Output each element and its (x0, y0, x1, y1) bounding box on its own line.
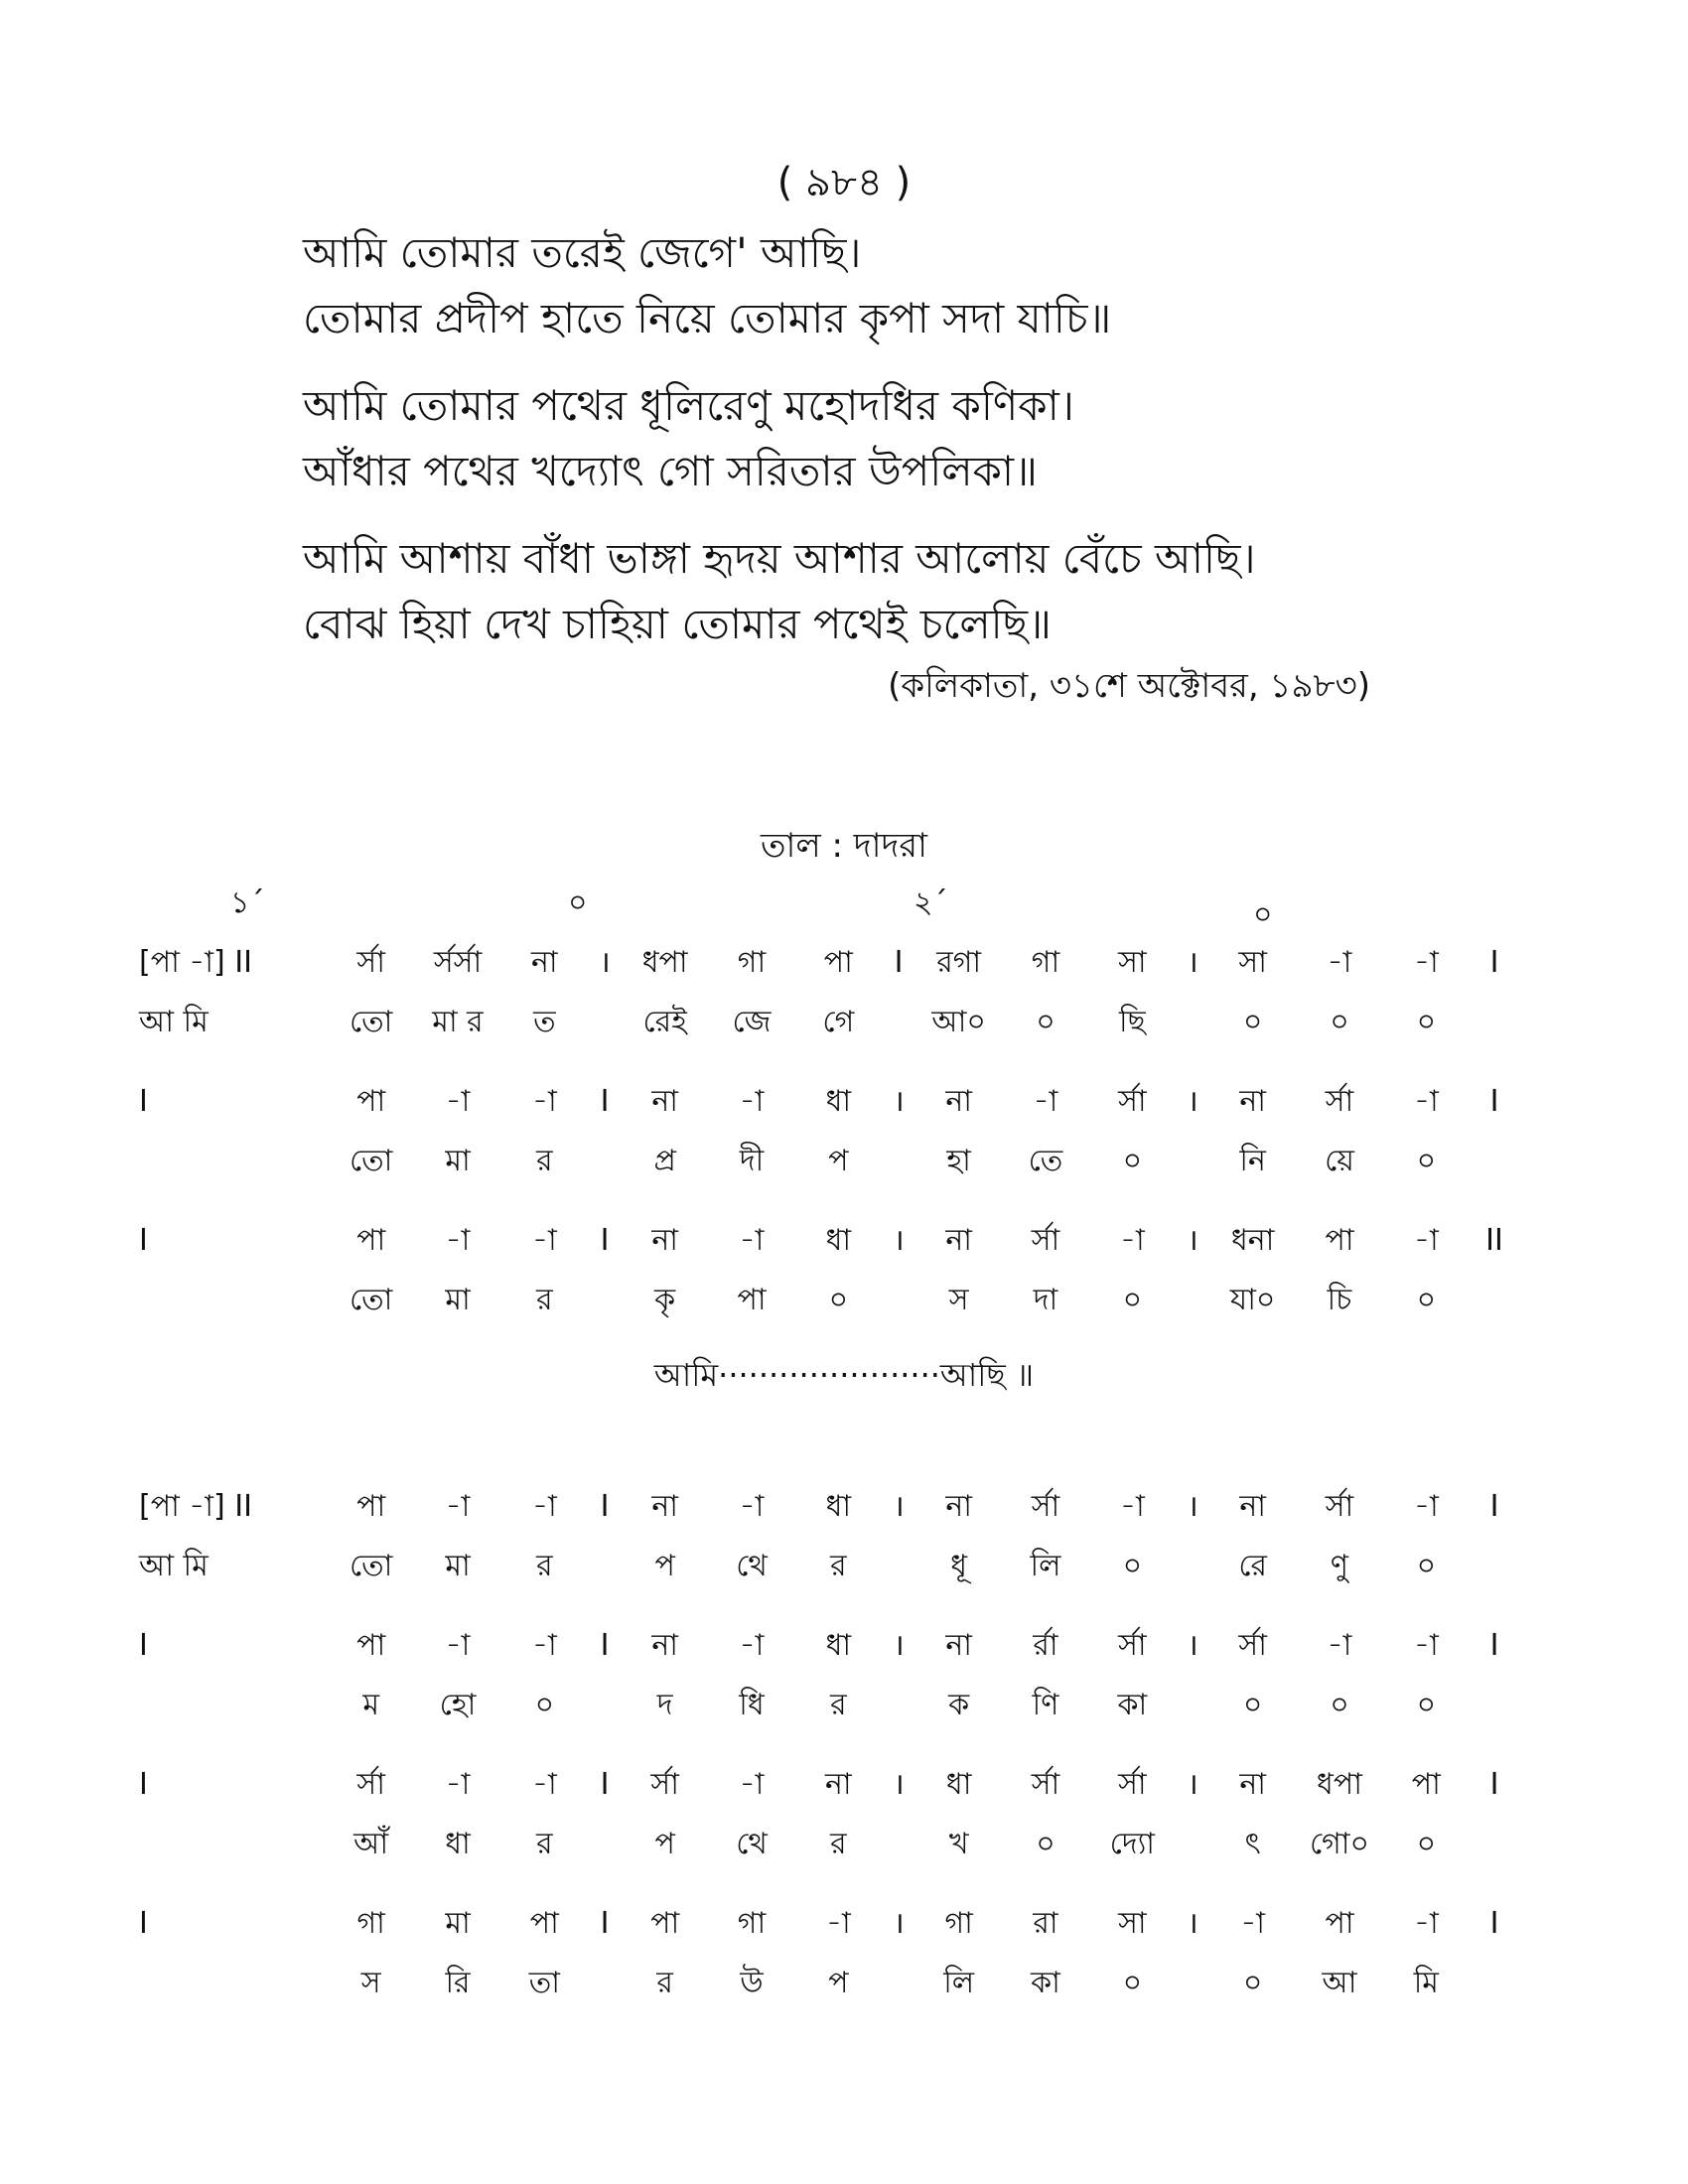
page-number: ( ৯৮৪ ) (776, 160, 912, 205)
syllable: ণি (1032, 1688, 1059, 1722)
swara-note: -া (531, 1767, 557, 1802)
swara-note: -া (1327, 945, 1352, 980)
syllable-row (139, 993, 1519, 1052)
syllable: আ মি (139, 1549, 209, 1583)
spacer (1470, 1271, 1519, 1330)
syllable: ০ (1416, 1283, 1437, 1317)
bar-line-end: I (1489, 1489, 1499, 1524)
swara-note: -া (531, 1628, 557, 1663)
swara-note: -া (1413, 1084, 1439, 1119)
syllable-row (139, 1676, 1519, 1735)
swara-row (139, 933, 1519, 993)
syllable: ০ (1122, 1144, 1143, 1178)
notation-section-1 (0, 933, 1688, 1330)
notation-phrase (0, 1072, 1688, 1191)
syllable: স (948, 1283, 969, 1317)
swara-note: র্সা (650, 1767, 679, 1802)
bar-line: । (893, 1489, 905, 1524)
syllable: র (536, 1283, 553, 1317)
lyric-line: বোঝ হিয়া দেখ চাহিয়া তোমার পথেই চলেছি॥ (303, 600, 1052, 648)
swara-note: -া (739, 1628, 765, 1663)
swara-row (139, 1616, 1519, 1676)
syllable: ০ (1242, 1688, 1263, 1722)
swara-note: র্সা (1325, 1489, 1354, 1524)
swara-note: ধনা (1230, 1223, 1275, 1258)
syllable: ধা (445, 1827, 471, 1861)
spacer (882, 1954, 915, 2013)
syllable: ০ (1242, 1005, 1263, 1039)
syllable: গো০ (1309, 1827, 1370, 1861)
spacer (588, 1676, 622, 1735)
syllable: আ০ (931, 1005, 986, 1039)
swara-note: -া (1327, 1628, 1352, 1663)
swara-note: র্সা (1118, 1767, 1147, 1802)
swara-note: ধা (825, 1628, 852, 1663)
spacer (1176, 1815, 1209, 1874)
syllable: দ (656, 1688, 673, 1722)
syllable (139, 1676, 328, 1735)
lyrics-block (303, 220, 1494, 679)
bar-line: । (893, 1628, 905, 1663)
bar-line: । (1187, 1084, 1198, 1119)
syllable: ০ (1036, 1005, 1055, 1039)
swara-note: পা (356, 1223, 386, 1258)
bar-line: । (893, 1767, 905, 1802)
swara-note: র্সর্সা (433, 945, 483, 980)
syllable: ০ (828, 1283, 849, 1317)
syllable: প (654, 1827, 675, 1861)
syllable: দা (1033, 1283, 1058, 1317)
syllable: তো (349, 1549, 393, 1583)
spacer (1176, 1271, 1209, 1330)
syllable: গে (822, 1005, 855, 1039)
swara-note: না (1239, 1084, 1266, 1119)
spacer (588, 993, 622, 1052)
swara-note: না (1239, 1489, 1266, 1524)
syllable: মা (445, 1283, 471, 1317)
swara-note: পা (1411, 1767, 1441, 1802)
lyric-line: আমি তোমার পথের ধূলিরেণু মহোদধির কণিকা। (303, 381, 1074, 430)
spacer (1470, 1132, 1519, 1191)
swara-note: না (651, 1084, 678, 1119)
swara-note: মা (445, 1906, 471, 1941)
bar-line-end: II (1485, 1223, 1503, 1258)
swara-note: -া (445, 1084, 471, 1119)
spacer (1470, 1537, 1519, 1596)
syllable: কা (1117, 1688, 1148, 1722)
swara-note: -া (531, 1223, 557, 1258)
syllable: ণু (1330, 1549, 1349, 1583)
syllable: প (828, 1144, 849, 1178)
spacer (1176, 1537, 1209, 1596)
swara-note: -া (531, 1489, 557, 1524)
swara-note: -া (1119, 1223, 1145, 1258)
spacer (588, 1815, 622, 1874)
syllable: কৃ (654, 1283, 676, 1317)
notation-phrase (0, 1616, 1688, 1735)
syllable (139, 1271, 328, 1330)
swara-note: -া (445, 1767, 471, 1802)
spacer (1470, 1954, 1519, 2013)
swara-note: -া (1413, 945, 1439, 980)
syllable: তো (349, 1283, 393, 1317)
syllable: যা০ (1229, 1283, 1276, 1317)
spacer (588, 1954, 622, 2013)
syllable: তো (349, 1144, 393, 1178)
lyric-line: আমি তোমার তরেই জেগে' আছি। (303, 228, 862, 277)
swara-note: সা (1238, 945, 1267, 980)
spacer (882, 1132, 915, 1191)
syllable: মা র (432, 1005, 484, 1039)
notation-phrase (0, 1211, 1688, 1330)
syllable: ০ (1122, 1966, 1143, 2000)
swara-note: র্সা (1031, 1223, 1060, 1258)
spacer (588, 1271, 622, 1330)
spacer (588, 1537, 622, 1596)
swara-note: গা (356, 1906, 385, 1941)
swara-note: -া (739, 1767, 765, 1802)
bar-line: । (599, 945, 611, 980)
swara-note: গা (944, 1906, 973, 1941)
swara-note: র্সা (1031, 1489, 1060, 1524)
stanza (303, 526, 1494, 657)
swara-note: -া (1240, 1906, 1266, 1941)
swara-note: না (945, 1223, 972, 1258)
bar-line: । (893, 1223, 905, 1258)
bar-line: I (600, 1628, 610, 1663)
notation-phrase (0, 933, 1688, 1052)
swara-note: না (651, 1628, 678, 1663)
beat-mark: ২´ (914, 886, 948, 920)
spacer (882, 1815, 915, 1874)
swara-row (139, 1755, 1519, 1815)
syllable: রে (1238, 1549, 1267, 1583)
syllable: হো (439, 1688, 477, 1722)
swara-note: না (945, 1628, 972, 1663)
swara-note: -া (1413, 1223, 1439, 1258)
swara-note: ধা (825, 1489, 852, 1524)
swara-row (139, 1072, 1519, 1132)
bar-line: I (600, 1767, 610, 1802)
syllable: মা (445, 1144, 471, 1178)
syllable: ০ (1122, 1283, 1143, 1317)
syllable: লি (1030, 1549, 1061, 1583)
bar-line: I (600, 1906, 610, 1941)
beat-mark: ০ (1253, 897, 1273, 932)
syllable (139, 1132, 328, 1191)
phrase-prefix: I (139, 1628, 148, 1663)
bar-line: । (893, 1084, 905, 1119)
swara-note: সা (1118, 945, 1147, 980)
syllable: নি (1239, 1144, 1266, 1178)
swara-note: -া (445, 1223, 471, 1258)
swara-note: -া (739, 1489, 765, 1524)
syllable: তে (1028, 1144, 1063, 1178)
syllable: ধি (739, 1688, 765, 1722)
bar-line: । (1187, 1223, 1198, 1258)
syllable: ০ (1330, 1688, 1349, 1722)
syllable: মি (1413, 1966, 1439, 2000)
phrase-prefix: I (139, 1084, 148, 1119)
spacer (882, 1676, 915, 1735)
syllable: প (654, 1549, 675, 1583)
syllable: ত (533, 1005, 556, 1039)
syllable-row (139, 1271, 1519, 1330)
syllable: র (536, 1144, 553, 1178)
bar-line: । (1187, 1767, 1198, 1802)
syllable: র (536, 1827, 553, 1861)
spacer (1176, 1954, 1209, 2013)
syllable: য়ে (1325, 1144, 1354, 1178)
syllable: ম (362, 1688, 379, 1722)
bar-line: । (1187, 1628, 1198, 1663)
lyric-line: তোমার প্রদীপ হাতে নিয়ে তোমার কৃপা সদা যাচি॥ (303, 294, 1112, 342)
spacer (1176, 1132, 1209, 1191)
syllable: র (656, 1966, 673, 2000)
swara-note: ধা (825, 1084, 852, 1119)
notation-phrase (0, 1894, 1688, 2013)
swara-row (139, 1477, 1519, 1537)
syllable: ০ (534, 1688, 555, 1722)
spacer (1176, 1676, 1209, 1735)
swara-note: না (1239, 1767, 1266, 1802)
refrain-line: আমি······················আছি ॥ (653, 1356, 1035, 1394)
swara-note: র্রা (1033, 1628, 1058, 1663)
bar-line-end: I (1489, 1084, 1499, 1119)
syllable: ছি (1118, 1005, 1146, 1039)
syllable: আ মি (139, 1005, 209, 1039)
syllable: ০ (1330, 1005, 1349, 1039)
syllable: থে (736, 1827, 768, 1861)
notation-phrase (0, 1477, 1688, 1596)
dateline: (কলিকাতা, ৩১শে অক্টোবর, ১৯৮৩) (888, 666, 1370, 706)
syllable: ০ (1122, 1549, 1143, 1583)
syllable: কা (1031, 1966, 1060, 2000)
syllable (139, 1954, 328, 2013)
syllable: চি (1327, 1283, 1352, 1317)
stanza (303, 220, 1494, 351)
swara-note: ধপা (641, 945, 688, 980)
bar-line-end: I (1489, 945, 1499, 980)
bar-line: I (600, 1489, 610, 1524)
syllable: রি (445, 1966, 471, 2000)
bar-line: । (1187, 1489, 1198, 1524)
swara-note: -া (739, 1223, 765, 1258)
beat-mark: ১´ (230, 886, 265, 920)
swara-note: র্সা (1238, 1628, 1267, 1663)
bar-line-end: I (1489, 1628, 1499, 1663)
syllable: ০ (1036, 1827, 1055, 1861)
syllable: ০ (1416, 1144, 1437, 1178)
swara-note: পা (1325, 1223, 1354, 1258)
swara-note: পা (823, 945, 853, 980)
syllable: ক (948, 1688, 970, 1722)
swara-note: -া (739, 1084, 765, 1119)
swara-note: -া (1413, 1489, 1439, 1524)
swara-note: রগা (936, 945, 982, 980)
swara-note: পা (356, 1084, 386, 1119)
swara-note: সা (1118, 1906, 1147, 1941)
bar-line-end: I (1489, 1906, 1499, 1941)
syllable: স (360, 1966, 381, 2000)
syllable: মা (445, 1549, 471, 1583)
swara-note: গা (737, 945, 767, 980)
bar-line: । (1187, 1906, 1198, 1941)
swara-note: পা (529, 1906, 559, 1941)
bar-line: । (1187, 945, 1198, 980)
swara-note: র্সা (356, 945, 385, 980)
taal-heading: তাল : দাদরা (761, 826, 927, 866)
notation-area (0, 933, 1688, 2033)
bar-line: I (600, 1084, 610, 1119)
syllable: থে (736, 1549, 768, 1583)
syllable: জে (732, 1005, 772, 1039)
syllable: প (828, 1966, 849, 2000)
syllable-row (139, 1815, 1519, 1874)
syllable: র (536, 1549, 553, 1583)
syllable: র (830, 1549, 847, 1583)
beat-markers (0, 879, 1688, 932)
swara-note: পা (356, 1628, 386, 1663)
bar-line-end: I (1489, 1767, 1499, 1802)
bar-line: । (893, 1906, 905, 1941)
swara-note: না (651, 1489, 678, 1524)
syllable: ০ (1416, 1688, 1437, 1722)
syllable: ০ (1242, 1966, 1263, 2000)
syllable: ০ (1416, 1005, 1437, 1039)
syllable: আ (1322, 1966, 1357, 2000)
spacer (1470, 1815, 1519, 1874)
swara-note: গা (737, 1906, 767, 1941)
syllable: ০ (1416, 1549, 1437, 1583)
swara-note: ধা (825, 1223, 852, 1258)
syllable: তা (528, 1966, 560, 2000)
bar-line: I (894, 945, 904, 980)
syllable: দ্যো (1109, 1827, 1155, 1861)
swara-note: র্সা (1325, 1084, 1354, 1119)
swara-note: না (825, 1767, 852, 1802)
syllable: ধূ (950, 1549, 968, 1583)
spacer (1176, 993, 1209, 1052)
swara-note: ধা (945, 1767, 972, 1802)
spacer (588, 1132, 622, 1191)
spacer (1470, 1676, 1519, 1735)
swara-note: না (945, 1084, 972, 1119)
swara-note: র্সা (356, 1767, 385, 1802)
lyric-line: আঁধার পথের খদ্যোৎ গো সরিতার উপলিকা॥ (303, 447, 1038, 495)
swara-note: -া (1119, 1489, 1145, 1524)
swara-note: র্সা (1118, 1628, 1147, 1663)
syllable (139, 1815, 328, 1874)
syllable-row (139, 1537, 1519, 1596)
stanza (303, 373, 1494, 504)
phrase-prefix: [পা -া] II (139, 945, 252, 980)
syllable: র (830, 1688, 847, 1722)
swara-note: ধপা (1317, 1767, 1362, 1802)
swara-note: পা (356, 1489, 386, 1524)
notation-section-2 (0, 1477, 1688, 2013)
swara-note: র্সা (1031, 1767, 1060, 1802)
syllable: তো (349, 1005, 393, 1039)
swara-note: -া (531, 1084, 557, 1119)
swara-note: না (531, 945, 558, 980)
phrase-prefix: I (139, 1223, 148, 1258)
spacer (882, 1537, 915, 1596)
swara-note: পা (1325, 1906, 1354, 1941)
swara-note: না (945, 1489, 972, 1524)
syllable: দী (739, 1144, 765, 1178)
swara-note: গা (1031, 945, 1060, 980)
beat-mark: ০ (568, 886, 588, 920)
swara-note: -া (1413, 1906, 1439, 1941)
phrase-prefix: I (139, 1906, 148, 1941)
swara-note: রা (1033, 1906, 1058, 1941)
spacer (882, 1271, 915, 1330)
syllable: ৎ (1244, 1827, 1261, 1861)
bar-line: I (600, 1223, 610, 1258)
phrase-prefix: [পা -া] II (139, 1489, 252, 1524)
lyric-line: আমি আশায় বাঁধা ভাঙ্গা হৃদয় আশার আলোয় বেঁচে আছি। (303, 534, 1256, 583)
swara-note: না (651, 1223, 678, 1258)
swara-note: র্সা (1118, 1084, 1147, 1119)
syllable: প্র (653, 1144, 676, 1178)
syllable-row (139, 1954, 1519, 2013)
swara-note: -া (445, 1628, 471, 1663)
swara-note: -া (445, 1489, 471, 1524)
swara-note: পা (650, 1906, 680, 1941)
swara-row (139, 1894, 1519, 1954)
syllable: লি (943, 1966, 975, 2000)
spacer (1470, 993, 1519, 1052)
syllable: রেই (642, 1005, 687, 1039)
syllable: আঁ (353, 1827, 389, 1861)
syllable: হা (946, 1144, 971, 1178)
swara-note: -া (825, 1906, 851, 1941)
swara-row (139, 1211, 1519, 1271)
notation-phrase (0, 1755, 1688, 1874)
syllable: ০ (1416, 1827, 1437, 1861)
syllable: পা (737, 1283, 767, 1317)
phrase-prefix: I (139, 1767, 148, 1802)
syllable: উ (740, 1966, 764, 2000)
swara-note: -া (1413, 1628, 1439, 1663)
syllable: খ (948, 1827, 969, 1861)
swara-note: -া (1033, 1084, 1058, 1119)
syllable: র (830, 1827, 847, 1861)
spacer (882, 993, 915, 1052)
syllable-row (139, 1132, 1519, 1191)
